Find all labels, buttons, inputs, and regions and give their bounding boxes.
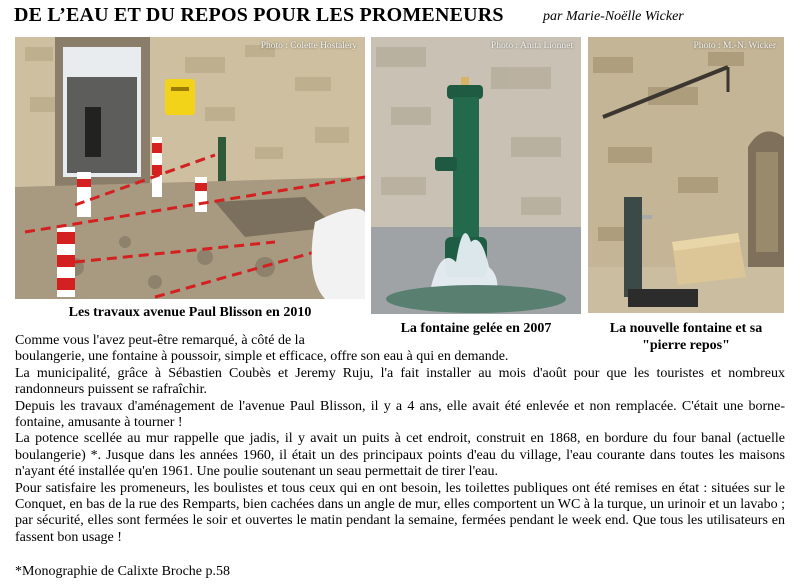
roadworks-illustration [15, 37, 365, 299]
photo-credit: Photo : Anita Lionnet [490, 41, 573, 51]
photo-credit: Photo : M.-N. Wicker [693, 41, 776, 51]
caption-new-fountain-line1: La nouvelle fontaine et sa [609, 321, 763, 336]
article-paragraph: boulangerie, une fontaine à poussoir, simple et efficace, offre son eau à qui en demande. [15, 349, 509, 365]
footnote: *Monographie de Calixte Broche p.58 [15, 564, 231, 579]
photo-new-fountain [588, 37, 784, 313]
article-paragraph: La potence scellée au mur rappelle que jadis, il y avait un puits à cet endroit, construit en 1868, en bordure du four banal (actuelle boulangerie) *. Jusque dans les années 1960, il était un des principaux points d'eau du village, l'eau courante dans toutes les maisons n'ayant été installée qu'en 1961. Une poulie soutenant un seau permettait de tirer l'eau. [15, 431, 785, 480]
article-first-line: Comme vous l'avez peut-être remarqué, à côté de la [15, 333, 305, 348]
article-paragraph: Pour satisfaire les promeneurs, les boulistes et tous ceux qui en ont besoin, les toilettes publiques ont été remises en état : situées sur le Conquet, en bas de la rue des Remparts, bien cachées dans un angle de mur, elles comportent un WC à la turque, un urinoir et un lavabo ; par sécurité, elles sont fermées le soir et ouvertes le matin pendant la semaine, fermées pendant le week end. Que tous les utilisateurs en fassent bon usage ! [15, 480, 785, 545]
new-fountain-illustration [588, 37, 784, 313]
frozen-fountain-illustration [371, 37, 581, 314]
article-body [15, 333, 785, 546]
photo-credit: Photo : Colette Hostalery [260, 41, 357, 51]
caption-roadworks: Les travaux avenue Paul Blisson en 2010 [68, 305, 312, 320]
photo-roadworks [15, 37, 365, 299]
article-paragraph: La municipalité, grâce à Sébastien Coubès et Jeremy Ruju, l'a fait installer au mois d'août pour que les touristes et nombreux randonneurs puissent se rafraîchir. [15, 365, 785, 398]
caption-frozen-fountain: La fontaine gelée en 2007 [400, 321, 552, 336]
article-paragraph: Depuis les travaux d'aménagement de l'avenue Paul Blisson, il y a 4 ans, elle avait été enlevée et non remplacée. C'était une borne-fontaine, amusante à tourner ! [15, 398, 785, 431]
page-title: DE L’EAU ET DU REPOS POUR LES PROMENEURS [14, 4, 504, 26]
author-byline: par Marie-Noëlle Wicker [543, 9, 684, 24]
photo-frozen-fountain [371, 37, 581, 314]
caption-new-fountain-line2: "pierre repos" [642, 338, 730, 353]
